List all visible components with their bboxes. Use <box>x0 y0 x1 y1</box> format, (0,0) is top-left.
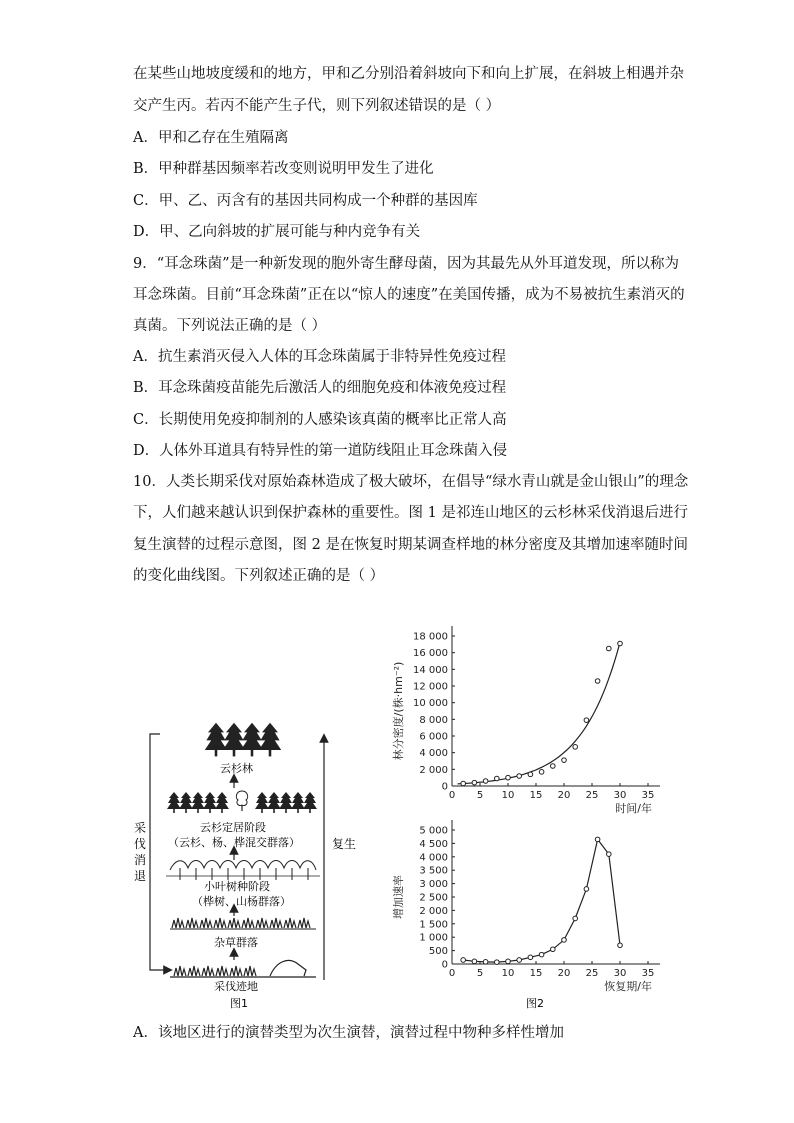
chart2-x-tick-label: 15 <box>529 968 543 979</box>
q10-stem-line1: 10．人类长期采伐对原始森林造成了极大破坏，在倡导“绿水青山就是金山银山”的理念 <box>133 474 689 490</box>
chart1-data-point <box>595 679 600 684</box>
chart2-y-tick-label: 2 500 <box>419 892 448 904</box>
q10-option-a: A．该地区进行的演替类型为次生演替，演替过程中物种多样性增加 <box>133 1025 564 1041</box>
chart2-y-tick-label: 1 000 <box>419 932 448 944</box>
chart2-data-point <box>517 958 522 963</box>
chart1-y-axis-label: 林分密度/(株·hm⁻²) <box>392 661 405 761</box>
chart1-data-point <box>517 774 522 779</box>
fig2-caption: 图2 <box>526 997 544 1010</box>
chart2-data-point <box>618 943 623 948</box>
chart1-data-point <box>472 780 477 785</box>
chart1-y-tick-label: 6 000 <box>419 731 448 743</box>
chart2-y-tick-label: 3 000 <box>419 879 448 891</box>
chart1-data-point <box>528 772 533 777</box>
chart2-data-point <box>584 887 589 892</box>
chart2-data-point <box>528 955 533 960</box>
chart1-y-tick-label: 16 000 <box>413 648 448 660</box>
chart1-fit-curve <box>458 642 620 784</box>
chart2-y-tick-label: 2 000 <box>419 905 448 917</box>
chart2-x-tick-label: 5 <box>476 968 484 979</box>
fig1-settle-stage-trees <box>167 791 317 813</box>
chart1-y-tick-label: 4 000 <box>419 748 448 760</box>
chart2-data-point <box>573 916 578 921</box>
chart2-y-tick-label: 3 500 <box>419 865 448 877</box>
chart2-x-axis-label: 恢复期/年 <box>604 980 652 993</box>
chart1-x-tick-label: 20 <box>557 790 571 801</box>
chart1-x-tick-label: 10 <box>501 790 515 801</box>
q8-option-d: D．甲、乙向斜坡的扩展可能与种内竞争有关 <box>133 224 421 240</box>
q8-option-c: C．甲、乙、丙含有的基因共同构成一个种群的基因库 <box>133 193 478 209</box>
chart1-x-tick-label: 25 <box>585 790 599 801</box>
chart2-x-tick-label: 20 <box>557 968 571 979</box>
chart1-x-tick-label: 5 <box>476 790 484 801</box>
q9-option-a: A．抗生素消灭侵入人体的耳念珠菌属于非特异性免疫过程 <box>133 349 506 365</box>
chart2-y-tick-label: 5 000 <box>419 825 448 837</box>
fig1-stage-small-sub: （桦树、山杨群落） <box>192 895 291 908</box>
chart2-data-point <box>595 837 600 842</box>
chart2-x-tick-label: 25 <box>585 968 599 979</box>
fig1-right-label: 复生 <box>332 837 357 851</box>
chart1-y-tick-label: 2 000 <box>419 764 448 776</box>
q10-stem-line4: 的变化曲线图。下列叙述正确的是（ ） <box>133 568 385 584</box>
chart2-data-point <box>506 959 511 964</box>
chart2-x-tick-label: 0 <box>448 968 456 979</box>
fig1-stage-top: 云杉林 <box>220 762 253 775</box>
fig1-stage-site: 采伐迹地 <box>214 980 258 993</box>
chart1-x-tick-label: 0 <box>448 790 456 801</box>
q10-stem-line3: 复生演替的过程示意图，图 2 是在恢复时期某调查样地的林分密度及其增加速率随时间 <box>133 537 688 553</box>
chart1-y-tick-label: 18 000 <box>413 631 448 643</box>
fig1-left-label-4: 退 <box>134 869 147 883</box>
q9-option-d: D．人体外耳道具有特异性的第一道防线阻止耳念珠菌入侵 <box>133 443 508 459</box>
chart1-data-point <box>461 781 466 786</box>
fig1-stage-settle-sub: （云杉、杨、桦混交群落） <box>168 836 300 849</box>
chart2-data-point <box>461 958 466 963</box>
chart1-y-tick-label: 12 000 <box>413 681 448 693</box>
chart1-data-point <box>539 770 544 775</box>
chart1-data-point <box>483 779 488 784</box>
chart1-data-point <box>607 646 612 651</box>
fig1-grass-community <box>170 918 316 929</box>
chart1-y-tick-label: 14 000 <box>413 664 448 676</box>
chart2-y-tick-label: 0 <box>441 959 448 971</box>
figure2-charts <box>388 620 698 1020</box>
chart2-data-point <box>483 960 488 965</box>
chart1-x-axis-label: 时间/年 <box>615 802 652 815</box>
chart2-data-point <box>607 852 612 857</box>
fig1-left-label-1: 采 <box>134 821 147 835</box>
fig1-stage-grass: 杂草群落 <box>214 936 258 949</box>
chart2-x-tick-label: 10 <box>501 968 515 979</box>
chart2-series-line <box>463 839 620 962</box>
fig1-spruce-forest-trees <box>205 723 281 757</box>
fig1-small-leaf-stage-trees <box>166 861 320 881</box>
chart2-x-tick-label: 35 <box>641 968 655 979</box>
q9-stem-line3: 真菌。下列说法正确的是（ ） <box>133 318 327 334</box>
fig1-left-label-2: 伐 <box>134 837 147 851</box>
figure1-succession-diagram <box>130 720 370 1020</box>
chart1-y-tick-label: 0 <box>441 781 448 793</box>
chart1-data-point <box>551 764 556 769</box>
chart1-x-tick-label: 30 <box>613 790 627 801</box>
chart2-data-point <box>472 959 477 964</box>
chart2-y-tick-label: 500 <box>428 946 448 958</box>
fig1-logging-site <box>170 960 316 977</box>
chart1-y-tick-label: 8 000 <box>419 714 448 726</box>
q9-stem-line1: 9．“耳念珠菌”是一种新发现的胞外寄生酵母菌，因为其最先从外耳道发现，所以称为 <box>133 256 680 272</box>
chart2-data-point <box>551 947 556 952</box>
chart1-data-point <box>573 745 578 750</box>
q8-stem-line1: 在某些山地坡度缓和的地方，甲和乙分别沿着斜坡向下和向上扩展，在斜坡上相遇并杂 <box>133 66 684 82</box>
chart2-y-axis-label: 增加速率 <box>392 875 405 919</box>
chart2-data-point <box>562 938 567 943</box>
chart2-y-tick-label: 1 500 <box>419 919 448 931</box>
fig1-stage-settle: 云杉定居阶段 <box>200 821 266 834</box>
q8-stem-line2: 交产生丙。若丙不能产生子代，则下列叙述错误的是（ ） <box>133 98 501 114</box>
chart1-data-point <box>506 775 511 780</box>
chart1-data-point <box>495 776 500 781</box>
chart2-data-point <box>539 952 544 957</box>
q8-option-a: A．甲和乙存在生殖隔离 <box>133 130 289 146</box>
q10-stem-line2: 下，人们越来越认识到保护森林的重要性。图 1 是祁连山地区的云杉林采伐消退后进行 <box>133 505 688 521</box>
chart1-data-point <box>562 758 567 763</box>
fig1-stage-small: 小叶树种阶段 <box>204 880 270 893</box>
chart2-x-tick-label: 30 <box>613 968 627 979</box>
q9-option-c: C．长期使用免疫抑制剂的人感染该真菌的概率比正常人高 <box>133 412 507 428</box>
chart1-data-point <box>618 641 623 646</box>
fig1-left-label-3: 消 <box>134 853 147 867</box>
chart2-data-point <box>495 960 500 965</box>
q9-stem-line2: 耳念珠菌。目前“耳念珠菌”正在以“惊人的速度”在美国传播，成为不易被抗生素消灭的 <box>133 287 685 303</box>
chart1-x-tick-label: 15 <box>529 790 543 801</box>
chart1-y-tick-label: 10 000 <box>413 698 448 710</box>
chart2-y-tick-label: 4 500 <box>419 838 448 850</box>
q9-option-b: B．耳念珠菌疫苗能先后激活人的细胞免疫和体液免疫过程 <box>133 380 507 396</box>
q8-option-b: B．甲种群基因频率若改变则说明甲发生了进化 <box>133 161 434 177</box>
chart2-y-tick-label: 4 000 <box>419 852 448 864</box>
fig1-caption: 图1 <box>230 997 248 1010</box>
chart1-x-tick-label: 35 <box>641 790 655 801</box>
chart1-data-point <box>584 718 589 723</box>
